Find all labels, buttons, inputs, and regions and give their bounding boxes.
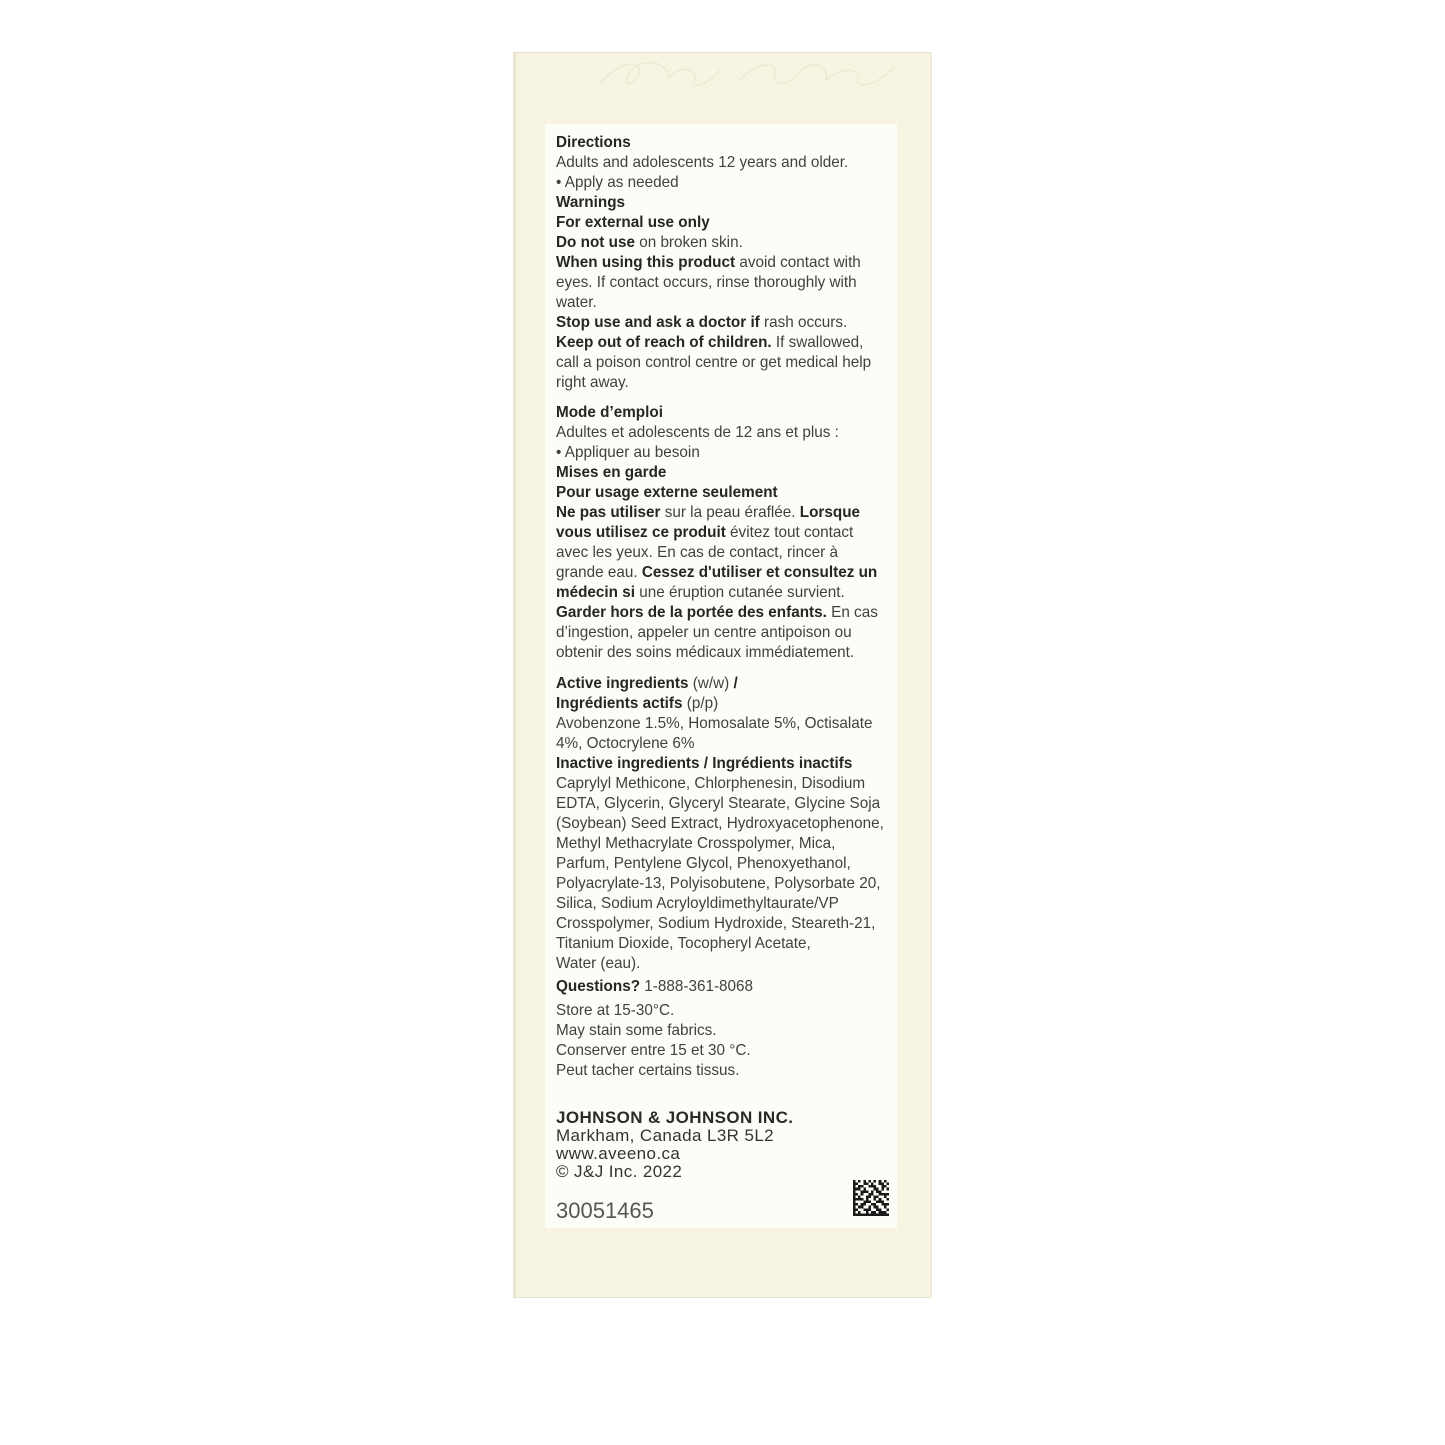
label-bold-text: médecin si (556, 584, 635, 601)
label-text: call a poison control centre or get medical help (556, 354, 872, 371)
label-bold-text: Questions? (556, 978, 641, 995)
directions-warnings-section (556, 133, 884, 393)
label-text: avoid contact with (735, 254, 861, 271)
label-text: Peut tacher certains tissus. (556, 1062, 740, 1079)
label-text: (p/p) (682, 695, 719, 712)
label-bold-text: Warnings (556, 194, 626, 211)
label-text: water. (556, 294, 597, 311)
label-line (556, 133, 884, 153)
label-text: on broken skin. (634, 234, 743, 251)
label-line (556, 694, 884, 714)
label-bold-text: When using this product (556, 254, 736, 271)
label-line (556, 954, 884, 974)
label-text: Parfum, Pentylene Glycol, Phenoxyethanol, (556, 855, 851, 872)
label-line (556, 273, 884, 293)
datamatrix-barcode-icon (853, 1180, 889, 1216)
label-line (556, 153, 884, 173)
label-line (556, 1001, 884, 1021)
label-text: avec les yeux. En cas de contact, rincer à (556, 544, 838, 561)
copyright-notice: © J&J Inc. 2022 (556, 1162, 683, 1181)
label-line (556, 834, 884, 854)
label-line (556, 403, 884, 423)
label-line (556, 1061, 884, 1081)
label-line (556, 714, 884, 734)
label-text-column (556, 133, 884, 1081)
storage-section (556, 1001, 884, 1081)
label-bold-text: Do not use (556, 234, 635, 251)
label-bold-text: Active ingredients (556, 675, 689, 692)
label-line (556, 977, 884, 997)
label-text: Store at 15-30°C. (556, 1002, 675, 1019)
label-text: (Soybean) Seed Extract, Hydroxyacetophenone, (556, 815, 884, 832)
label-text: sur la peau éraflée. (660, 504, 800, 521)
label-line (556, 643, 884, 663)
manufacturer-address: Markham, Canada L3R 5L2 (556, 1126, 775, 1145)
label-text: right away. (556, 374, 629, 391)
label-line (556, 443, 884, 463)
label-text: Titanium Dioxide, Tocopheryl Acetate, (556, 935, 811, 952)
label-bold-text: Stop use and ask a doctor if (556, 314, 760, 331)
label-text: Water (eau). (556, 955, 641, 972)
label-text: grande eau. (556, 564, 642, 581)
label-line (556, 623, 884, 643)
label-line (556, 874, 884, 894)
label-line (556, 503, 884, 523)
label-text: eyes. If contact occurs, rinse thoroughly with (556, 274, 857, 291)
label-line (556, 563, 884, 583)
label-text: Conserver entre 15 et 30 °C. (556, 1042, 751, 1059)
label-line (556, 734, 884, 754)
ingredients-section (556, 674, 884, 974)
label-text: (w/w) (688, 675, 734, 692)
manufacturer-name: JOHNSON & JOHNSON INC. (556, 1108, 794, 1127)
label-line (556, 483, 884, 503)
label-text: Adultes et adolescents de 12 ans et plus : (556, 424, 839, 441)
label-line (556, 1041, 884, 1061)
label-text: 1-888-361-8068 (640, 978, 754, 995)
label-bold-text: Mode d’emploi (556, 404, 663, 421)
label-text: Polyacrylate-13, Polyisobutene, Polysorbate 20, (556, 875, 881, 892)
label-line (556, 854, 884, 874)
label-text: Adults and adolescents 12 years and older. (556, 154, 849, 171)
label-line (556, 233, 884, 253)
top-flap-script-pattern (590, 54, 910, 94)
label-line (556, 583, 884, 603)
label-line (556, 293, 884, 313)
label-bold-text: / (733, 675, 738, 692)
label-bold-text: Cessez d'utiliser et consultez un (641, 564, 878, 581)
label-line (556, 353, 884, 373)
label-bold-text: Pour usage externe seulement (556, 484, 778, 501)
label-text: • Apply as needed (556, 174, 679, 191)
label-line (556, 894, 884, 914)
label-line (556, 774, 884, 794)
label-text: En cas (826, 604, 878, 621)
label-bold-text: Directions (556, 134, 631, 151)
label-line (556, 814, 884, 834)
label-line (556, 523, 884, 543)
label-text: rash occurs. (759, 314, 848, 331)
label-text: If swallowed, (771, 334, 864, 351)
mode-emploi-section (556, 403, 884, 663)
label-text: • Appliquer au besoin (556, 444, 700, 461)
label-text: d’ingestion, appeler un centre antipoison ou (556, 624, 852, 641)
label-bold-text: Inactive ingredients / Ingrédients inactifs (556, 755, 853, 772)
label-text: évitez tout contact (725, 524, 854, 541)
label-text: Methyl Methacrylate Crosspolymer, Mica, (556, 835, 836, 852)
label-line (556, 253, 884, 273)
label-text: Silica, Sodium Acryloyldimethyltaurate/VP (556, 895, 839, 912)
label-line (556, 543, 884, 563)
label-line (556, 674, 884, 694)
label-bold-text: vous utilisez ce produit (556, 524, 726, 541)
label-line (556, 603, 884, 623)
label-text: obtenir des soins médicaux immédiatement. (556, 644, 855, 661)
label-text: Caprylyl Methicone, Chlorphenesin, Disodium (556, 775, 866, 792)
label-bold-text: Lorsque (799, 504, 861, 521)
label-line (556, 173, 884, 193)
manufacturer-block (556, 1109, 793, 1181)
product-code: 30051465 (556, 1198, 654, 1223)
label-bold-text: Keep out of reach of children. (556, 334, 772, 351)
label-bold-text: Ingrédients actifs (556, 695, 683, 712)
label-text: Crosspolymer, Sodium Hydroxide, Steareth-21, (556, 915, 876, 932)
label-line (556, 934, 884, 954)
label-line (556, 794, 884, 814)
label-line (556, 373, 884, 393)
label-bold-text: Ne pas utiliser (556, 504, 661, 521)
questions-section (556, 977, 884, 997)
label-line (556, 754, 884, 774)
label-text: May stain some fabrics. (556, 1022, 717, 1039)
manufacturer-website: www.aveeno.ca (556, 1144, 681, 1163)
label-line (556, 423, 884, 443)
label-line (556, 333, 884, 353)
label-text: EDTA, Glycerin, Glyceryl Stearate, Glycine Soja (556, 795, 881, 812)
label-line (556, 1021, 884, 1041)
label-bold-text: Mises en garde (556, 464, 667, 481)
label-line (556, 463, 884, 483)
label-bold-text: Garder hors de la portée des enfants. (556, 604, 827, 621)
label-bold-text: For external use only (556, 214, 710, 231)
label-text: Avobenzone 1.5%, Homosalate 5%, Octisalate (556, 715, 873, 732)
label-text: une éruption cutanée survient. (634, 584, 845, 601)
label-line (556, 313, 884, 333)
label-line (556, 914, 884, 934)
label-line (556, 193, 884, 213)
label-text: 4%, Octocrylene 6% (556, 735, 695, 752)
label-line (556, 213, 884, 233)
